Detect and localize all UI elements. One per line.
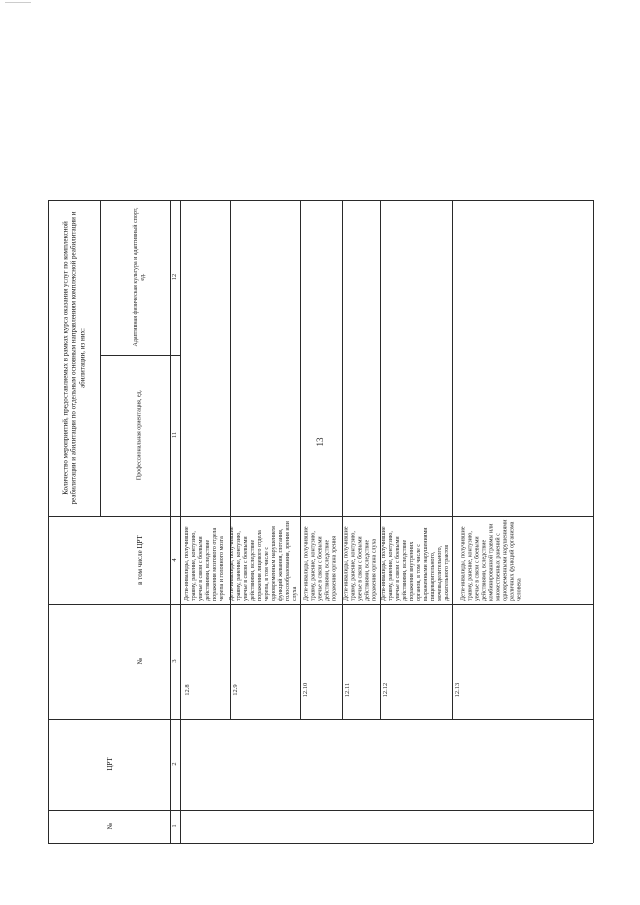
header-num2: № xyxy=(135,657,144,665)
sep-including-prof xyxy=(48,516,593,517)
sep-prof-sport xyxy=(100,355,180,356)
row-text: Дети-инвалиды, получившие травму, ранение, контузию, увечье в связи с боевыми действиями, вследствие поражения органа слуха xyxy=(343,526,378,601)
row-code: 12.10 xyxy=(301,682,309,698)
row-sep-num2-a xyxy=(230,604,231,719)
row-text: Дети-инвалиды, получившие травму, ранение, контузию, увечье в связи с боевыми действиями, вследствие поражения мозгового отдела черепа и головного мозга xyxy=(184,526,225,601)
col-number-12: 12 xyxy=(170,273,178,281)
scan-speck xyxy=(5,2,31,3)
table-border-bottom xyxy=(48,843,593,844)
sep-crt-num2 xyxy=(48,719,593,720)
header-sport: Адаптивная физическая культура и адаптивный спорт, ед. xyxy=(133,207,146,347)
row-sep-12-13 xyxy=(452,516,453,719)
row-sep-c xyxy=(342,200,343,516)
col-number-1: 1 xyxy=(170,824,178,828)
row-code: 12.12 xyxy=(381,682,389,698)
header-including: в том числе ЦРТ xyxy=(135,535,144,585)
header-crt: ЦРТ xyxy=(105,757,114,771)
row-sep-12-10 xyxy=(300,516,301,719)
row-sep-b xyxy=(300,200,301,516)
page-number: 13 xyxy=(315,437,325,447)
table-border-right xyxy=(593,200,594,843)
row-text: Дети-инвалиды, получившие травму, ранение, контузию, увечье в связи с боевыми действиями, вследствие комбинированной травмы или множественных ранений с одновременными нарушениями различных функций организма человека xyxy=(460,519,523,601)
col-number-11: 11 xyxy=(170,431,178,439)
table-border-left xyxy=(48,200,49,843)
header-prof: Профессиональная ориентация, ед. xyxy=(136,389,143,481)
col-number-3: 3 xyxy=(170,659,178,663)
header-quantity: Количество мероприятий, предоставляемых в рамках курса оказания услуг по комплексной реабилитации и абилитации по отдельным основным направлениям комплексной реабилитации и абилитации, из них: xyxy=(61,211,87,505)
col-number-4: 4 xyxy=(170,558,178,562)
row-code: 12.8 xyxy=(183,684,191,696)
header-num: № xyxy=(105,822,114,830)
row-sep-d xyxy=(380,200,381,516)
row-text: Дети-инвалиды, получившие травму, ранение, контузию, увечье в связи с боевыми действиями, вследствие поражения органа зрения xyxy=(303,526,338,601)
row-sep-e xyxy=(452,200,453,516)
divider-col-num xyxy=(170,200,171,843)
divider-col-numbers xyxy=(180,200,181,843)
sep-num2-including xyxy=(48,604,593,605)
row-text: Дети-инвалиды, получившие травму, ранение, контузию, увечье в связи с боевыми действиями, вследствие поражения внутренних органов, в том числе с выраженными нарушениями пищеварительного, мочевыделительного, дыхательного трактов xyxy=(381,526,450,601)
row-code: 12.13 xyxy=(453,682,461,698)
row-code: 12.11 xyxy=(343,682,351,698)
row-code: 12.9 xyxy=(231,684,239,696)
table-border-top xyxy=(48,200,593,201)
quantity-header-underline xyxy=(100,200,101,516)
sep-num-crt xyxy=(48,810,593,811)
row-text: Дети-инвалиды, получившие травму, ранение, контузию, увечье в связи с боевыми действиями, вследствие поражения лицевого отдела черепа, в том числе с одновременным нарушением функций жевания, глотания, голосообразования, зрения или слуха xyxy=(229,521,298,601)
row-sep-a xyxy=(230,200,231,516)
col-number-2: 2 xyxy=(170,762,178,766)
